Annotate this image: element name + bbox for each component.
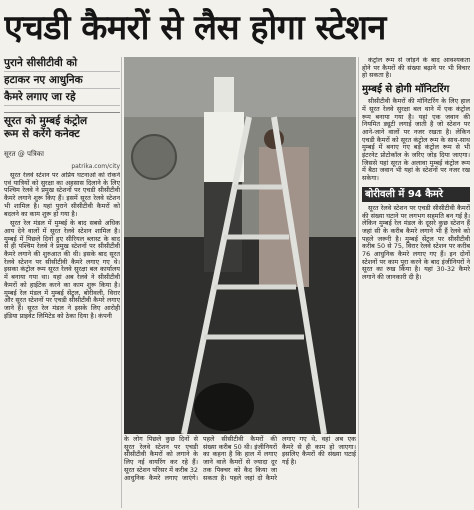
deck-line: हटाकर नए आधुनिक xyxy=(4,74,120,89)
left-column xyxy=(4,172,120,508)
deck-line: पुराने सीसीटीवी को xyxy=(4,57,120,72)
news-photo xyxy=(124,57,356,434)
paragraph: सूरत रेलवे स्टेशन पर अप्रिय घटनाओं को रोकने एवं यात्रियों को सुरक्षा का अहसास दिलाने के लिए पश्चिम रेलवे ने प्रमुख स्टेशनों पर एचडी सीसीटीवी कैमरे लगाने शुरू किए हैं। इसमें सूरत रेलवे स्टेशन भी शामिल है। यहां पुराने सीसीटीवी कैमरों को बदलने का काम शुरू हो गया है। xyxy=(4,172,120,218)
photo-caption: के लोग पिछले कुछ दिनों से सूरत रेलवे स्टेशन पर एचडी सीसीटीवी कैमरों को लगाने के लिए नई वायरिंग कर रहे हैं। सूरत स्टेशन परिसर में करीब 32 आधुनिक कैमरे लगाए जाएंगे। पहले सीसीटीवी कैमरों की संख्या करीब 50 थी। इंजीनियरों का कहना है कि हाल में लगाए जाने वाले कैमरों से ज्यादा दूर तक पिक्चर को कैद किया जा सकता है। पहले जहां दो कैमरे लगाए गए थे, वहां अब एक कैमरे से ही काम हो जाएगा। इसलिए कैमरों की संख्या घटाई गई है। xyxy=(124,435,356,482)
right-column xyxy=(362,57,470,508)
deck xyxy=(4,57,120,108)
paragraph: सूरत रेल मंडल में मुम्बई के बाद सबसे अधिक आय देने वालों में सूरत रेलवे स्टेशन शामिल है। मुम्बई में पिछले दिनों हुए सीरियल ब्लास्ट के बाद से ही पश्चिम रेलवे ने प्रमुख स्टेशनों पर सीसीटीवी कैमरे लगाने की शुरुआत की थी। इसके बाद सूरत रेलवे स्टेशन पर सीसीटीवी कैमरे लगाए गए थे। इसका कंट्रोल रूम सूरत रेलवे सुरक्षा बल कार्यालय में बनाया गया था। यहां अब रेलवे ने सीसीटीवी कैमरों को हाईटेक करने का काम शुरू किया है। मुम्बई रेल मंडल में मुम्बई सेंट्रल, बोरीवली, विरार और सूरत स्टेशनों पर एचडी सीसीटीवी कैमरे लगाए जाने हैं। सूरत रेल मंडल ने इसके लिए आरोही इंडिया प्राइवेट लिमिटेड को ठेका दिया है। कंपनी xyxy=(4,219,120,320)
headline: एचडी कैमरों से लैस होगा स्टेशन xyxy=(4,8,386,48)
subhead-boxed: बोरीवली में 94 कैमरे xyxy=(362,187,470,202)
byline: सूरत @ पत्रिका xyxy=(4,150,44,158)
website-url: patrika.com/city xyxy=(71,163,120,170)
subhead: मुम्बई से होगी मॉनिटरिंग xyxy=(362,84,450,96)
kicker xyxy=(4,112,120,141)
kicker-line: सूरत को मुम्बई कंट्रोल xyxy=(4,115,88,127)
deck-line: कैमरे लगाए जा रहे xyxy=(4,91,120,106)
kicker-line: रूम से करेंगे कनेक्ट xyxy=(4,128,80,140)
column-divider xyxy=(121,57,122,508)
paragraph: सीसीटीवी कैमरों की मॉनिटरिंग के लिए हाल में सूरत रेलवे सुरक्षा बल थाने में एक कंट्रोल रूम बनाया गया है। यहां एक जवान की नियमित ड्यूटी लगाई जाती है जो स्टेशन पर आने-जाने वालों पर नजर रखता है। लेकिन एचडी कैमरों को सूरत कंट्रोल रूम के साथ-साथ मुम्बई में बनाए गए बड़े कंट्रोल रूम से भी इंटरनेट प्रोटोकॉल के जरिए जोड़ दिया जाएगा। जिससे यहां सूरत के अलावा मुम्बई कंट्रोल रूम में बैठा जवान भी यहां के स्टेशनों पर नजर रख सकेगा। xyxy=(362,97,470,183)
column-divider xyxy=(358,57,359,508)
paragraph: सूरत रेलवे स्टेशन पर एचडी सीसीटीवी कैमरों की संख्या घटाने पर लगभग सहमति बन गई है। लेकिन मुम्बई रेल मंडल के दूसरे कुछ स्टेशन हैं जहां सी के करीब कैमरे लगाने भी हैं रेलवे को पहले जरूरी है। मुम्बई सेंट्रल पर सीसीटीवी करीब 50 से 75, विरार रेलवे स्टेशन पर करीब 76 आधुनिक कैमरे लगाए गए हैं। इन दोनों स्टेशनों पर काम पूरा करने के बाद इंजीनियरों ने सूरत का रुख किया है। यहां 30-32 कैमरे लगाने की जानकारी दी है। xyxy=(362,203,470,282)
ladder-photo-illustration xyxy=(124,57,356,434)
paragraph: कंट्रोल रूम से जोड़ने के बाद आवश्यकता होने पर कैमरों की संख्या बढ़ाने पर भी विचार हो सकता है। xyxy=(362,57,470,80)
